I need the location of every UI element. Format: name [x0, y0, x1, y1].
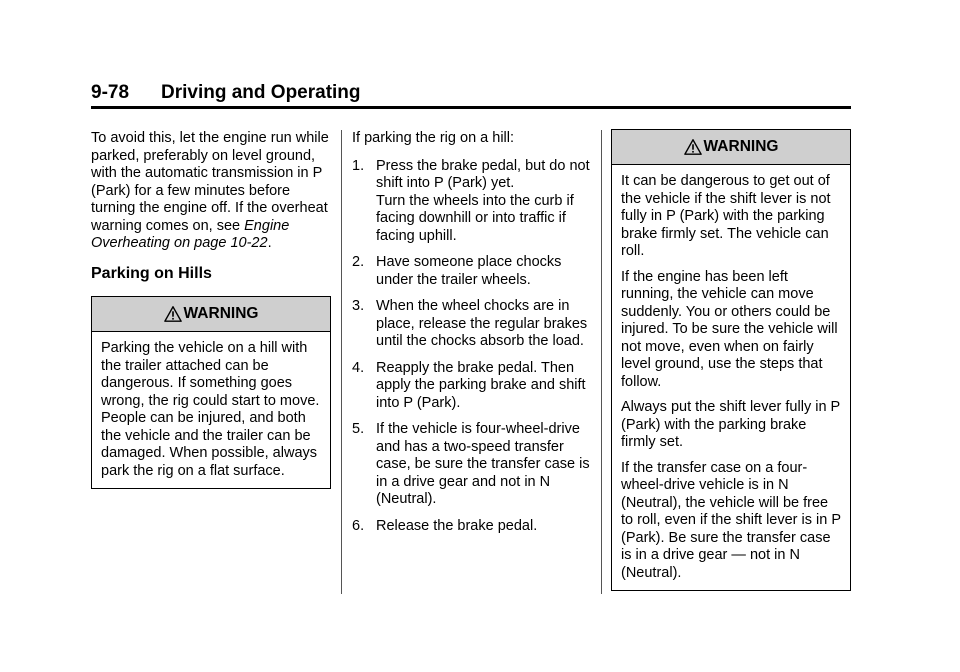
steps-lead: If parking the rig on a hill:	[352, 130, 515, 146]
column-divider	[601, 130, 602, 594]
intro-paragraph	[91, 130, 331, 253]
page-number: 9-78	[91, 82, 130, 103]
column-1	[91, 130, 331, 489]
warning-title: WARNING	[703, 138, 779, 156]
step-text	[376, 158, 597, 246]
intro-text: To avoid this, let the engine run while parked, preferably on level ground, with the automatic transmission in P (Park) for a few minutes before turning the engine off. If the overheat warning comes on, see	[91, 130, 329, 234]
list-item	[352, 298, 597, 351]
page-header	[91, 82, 851, 109]
column-3	[611, 129, 851, 591]
warning-box	[91, 296, 331, 489]
step-number: 6.	[352, 517, 365, 534]
step-text-part: Press the brake pedal, but do not shift into P (Park) yet.	[376, 157, 590, 191]
warning-paragraph: It can be dangerous to get out of the vehicle if the shift lever is not fully in P (Park) with the parking brake firmly set. The vehicle can roll.	[621, 173, 831, 259]
warning-paragraph: If the engine has been left running, the vehicle can move suddenly. You or others could be injured. To be sure the vehicle will not move, even when on fairly level ground, use the steps that follow.	[621, 268, 838, 390]
step-number: 3.	[352, 298, 365, 314]
cross-reference-link[interactable]: Engine Overheating on page 10-22	[91, 217, 290, 251]
warning-header	[612, 130, 850, 165]
steps-list	[352, 158, 597, 536]
warning-text: Parking the vehicle on a hill with the trailer attached can be dangerous. If something goes wrong, the rig could start to move. People can be injured, and both the vehicle and the trailer can be damaged. When possible, always park the rig on a flat surface.	[101, 340, 320, 479]
list-item	[352, 360, 597, 413]
warning-triangle-icon	[684, 138, 702, 156]
step-number: 1.	[352, 157, 365, 174]
list-item	[352, 254, 597, 289]
intro-end: .	[267, 235, 272, 251]
warning-body	[612, 165, 850, 590]
step-text: If the vehicle is four-wheel-drive and has a two-speed transfer case, be sure the transfer case is in a drive gear and not in N (Neutral).	[376, 421, 590, 507]
step-text: Release the brake pedal.	[376, 517, 538, 534]
warning-paragraph: Always put the shift lever fully in P (Park) with the parking brake firmly set.	[621, 399, 840, 450]
parking-on-hills-heading: Parking on Hills	[91, 264, 212, 282]
step-text: Have someone place chocks under the trailer wheels.	[376, 254, 562, 288]
warning-body	[92, 332, 330, 488]
step-text: Reapply the brake pedal. Then apply the parking brake and shift into P (Park).	[376, 359, 586, 411]
step-number: 4.	[352, 359, 365, 376]
warning-header	[92, 297, 330, 332]
list-item	[352, 158, 597, 246]
step-number: 2.	[352, 254, 365, 270]
column-divider	[341, 130, 342, 594]
warning-triangle-icon	[164, 305, 182, 323]
list-item	[352, 518, 597, 536]
warning-title: WARNING	[183, 305, 259, 323]
step-text-part: Turn the wheels into the curb if facing downhill or into traffic if facing uphill.	[376, 192, 574, 244]
warning-box	[611, 129, 851, 591]
warning-paragraph: If the transfer case on a four-wheel-drive vehicle is in N (Neutral), the vehicle will be free to roll, even if the shift lever is in P (Park). Be sure the transfer case is in a drive gear — not in N (Neutral).	[621, 459, 841, 581]
list-item	[352, 421, 597, 509]
step-text: When the wheel chocks are in place, release the regular brakes until the chocks absorb the load.	[376, 298, 588, 349]
section-title: Driving and Operating	[161, 82, 361, 103]
column-2	[352, 130, 597, 544]
step-number: 5.	[352, 421, 365, 437]
